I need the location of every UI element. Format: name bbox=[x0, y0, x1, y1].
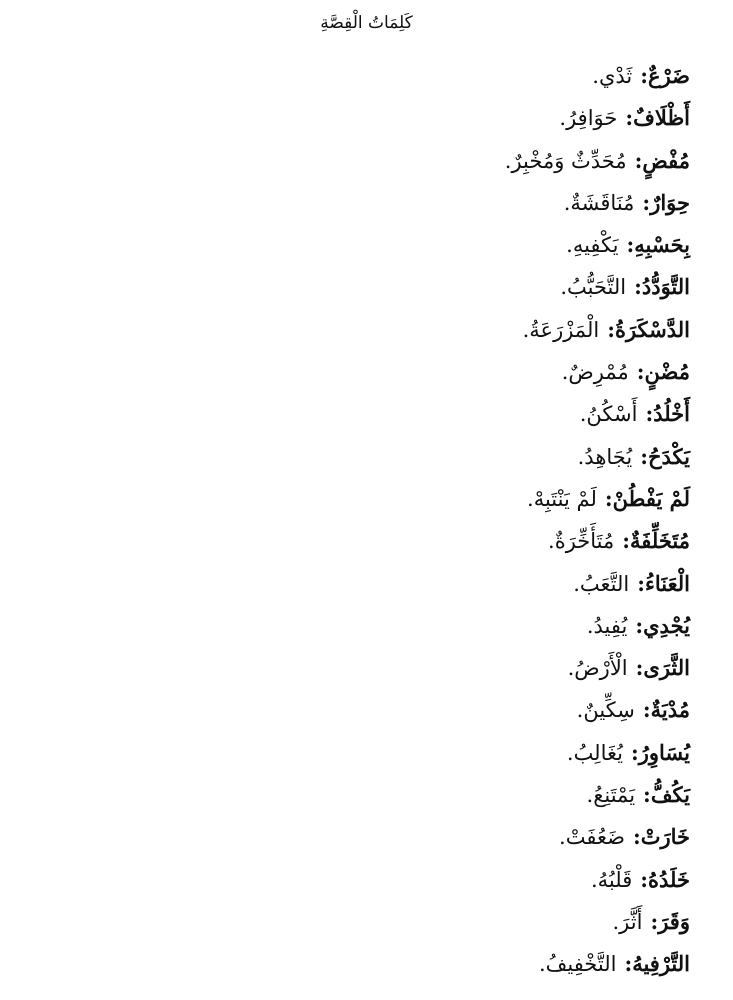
glossary-entry bbox=[50, 649, 690, 691]
glossary-meaning: الْأَرْضُ. bbox=[567, 656, 628, 681]
glossary-term: وَقَرَ bbox=[658, 908, 690, 934]
glossary-meaning: أَثَّرَ. bbox=[612, 909, 643, 934]
glossary-meaning: يُجَاهِدُ. bbox=[577, 444, 633, 469]
glossary-meaning: قَلْبُهُ. bbox=[591, 867, 633, 892]
glossary-list bbox=[50, 57, 690, 988]
term-separator: : bbox=[634, 147, 643, 173]
glossary-entry bbox=[50, 480, 690, 522]
glossary-meaning: التَّخْفِيفُ. bbox=[538, 952, 617, 977]
glossary-meaning: مُحَدِّثٌ وَمُخْبِرٌ. bbox=[504, 148, 627, 173]
term-separator: : bbox=[634, 274, 642, 300]
term-separator: : bbox=[645, 401, 654, 427]
glossary-term: مُفْضٍ bbox=[642, 147, 690, 173]
glossary-meaning: ثَدْي. bbox=[592, 64, 633, 88]
glossary-meaning: الْمَزْرَعَةُ. bbox=[522, 317, 600, 342]
glossary-meaning: أَسْكُنُ. bbox=[579, 402, 638, 427]
glossary-term: مُضْنٍ bbox=[644, 359, 690, 385]
glossary-meaning: يُغَالِبُ. bbox=[566, 740, 623, 765]
glossary-entry bbox=[50, 311, 690, 353]
glossary-term: يَكُفُّ bbox=[650, 782, 690, 808]
glossary-entry bbox=[50, 184, 690, 226]
term-separator: : bbox=[650, 908, 659, 934]
glossary-meaning: التَّحَبُّبُ. bbox=[560, 275, 627, 300]
glossary-term: التَّوَدُّدُ bbox=[641, 274, 690, 300]
glossary-entry bbox=[50, 903, 690, 945]
glossary-entry bbox=[50, 607, 690, 649]
term-separator: : bbox=[622, 528, 631, 554]
glossary-term: مُدْيَةٌ bbox=[650, 697, 690, 723]
glossary-entry bbox=[50, 57, 690, 99]
glossary-term: أَظْلَافٌ bbox=[633, 105, 690, 131]
glossary-entry bbox=[50, 226, 690, 268]
glossary-term: حِوَارٌ bbox=[650, 189, 690, 215]
term-separator: : bbox=[640, 63, 649, 88]
glossary-meaning: حَوَافِرُ. bbox=[559, 106, 618, 131]
glossary-meaning: مُمْرِضٌ. bbox=[561, 360, 629, 385]
glossary-meaning: يَمْتَنِعُ. bbox=[586, 783, 636, 808]
term-separator: : bbox=[640, 866, 649, 892]
term-separator: : bbox=[637, 570, 646, 596]
glossary-term: خَلَدُهُ bbox=[648, 866, 690, 892]
term-separator: : bbox=[642, 697, 651, 723]
glossary-entry bbox=[50, 268, 690, 310]
term-separator: : bbox=[630, 739, 639, 765]
glossary-meaning: مُنَاقَشَةٌ. bbox=[563, 190, 635, 215]
glossary-term: التَّرْفِيهُ bbox=[632, 951, 690, 977]
glossary-meaning: مُتَأَخِّرَةٌ. bbox=[548, 529, 615, 554]
glossary-term: الْعَنَاءُ bbox=[645, 570, 690, 596]
term-separator: : bbox=[607, 316, 615, 342]
glossary-term: يُجْدِي bbox=[643, 612, 690, 638]
page-title: كَلِمَاتُ الْقِصَّةِ bbox=[320, 13, 413, 33]
term-separator: : bbox=[632, 824, 641, 850]
glossary-term: الدَّسْكَرَةُ bbox=[614, 316, 690, 342]
glossary-entry bbox=[50, 353, 690, 395]
term-separator: : bbox=[604, 485, 613, 511]
glossary-term: خَارَتْ bbox=[640, 824, 690, 850]
glossary-entry bbox=[50, 142, 690, 184]
glossary-meaning: التَّعَبُ. bbox=[573, 571, 630, 596]
term-separator: : bbox=[635, 612, 644, 638]
glossary-meaning: يُفِيدُ. bbox=[586, 613, 628, 638]
term-separator: : bbox=[643, 782, 651, 808]
term-separator: : bbox=[626, 232, 635, 258]
glossary-entry bbox=[50, 565, 690, 607]
term-separator: : bbox=[625, 105, 634, 131]
glossary-entry bbox=[50, 776, 690, 818]
glossary-meaning: ضَعُفَتْ. bbox=[559, 825, 625, 850]
glossary-term: يُسَاوِرُ bbox=[638, 739, 690, 765]
glossary-entry bbox=[50, 522, 690, 564]
glossary-meaning: لَمْ يَنْتَبِهْ. bbox=[527, 486, 597, 511]
glossary-entry bbox=[50, 945, 690, 987]
glossary-entry bbox=[50, 818, 690, 860]
glossary-meaning: سِكِّينٌ. bbox=[576, 698, 635, 723]
glossary-meaning: يَكْفِيهِ. bbox=[566, 233, 619, 258]
glossary-entry bbox=[50, 438, 690, 480]
glossary-entry bbox=[50, 99, 690, 141]
glossary-term: الثَّرَى bbox=[643, 655, 690, 681]
glossary-term: ضَرْعٌ bbox=[648, 63, 690, 88]
term-separator: : bbox=[636, 359, 645, 385]
glossary-term: بِحَسْبِهِ bbox=[634, 232, 690, 258]
glossary-term: لَمْ يَفْطُنْ bbox=[612, 485, 690, 511]
term-separator: : bbox=[640, 443, 648, 469]
glossary-term: أَخْلُدُ bbox=[653, 401, 690, 427]
glossary-entry bbox=[50, 691, 690, 733]
glossary-entry bbox=[50, 395, 690, 437]
glossary-term: مُتَخَلِّفَةٌ bbox=[630, 528, 690, 554]
glossary-entry bbox=[50, 734, 690, 776]
glossary-term: يَكْدَحُ bbox=[647, 443, 690, 469]
term-separator: : bbox=[642, 189, 651, 215]
term-separator: : bbox=[624, 951, 633, 977]
glossary-entry bbox=[50, 861, 690, 903]
term-separator: : bbox=[635, 655, 644, 681]
